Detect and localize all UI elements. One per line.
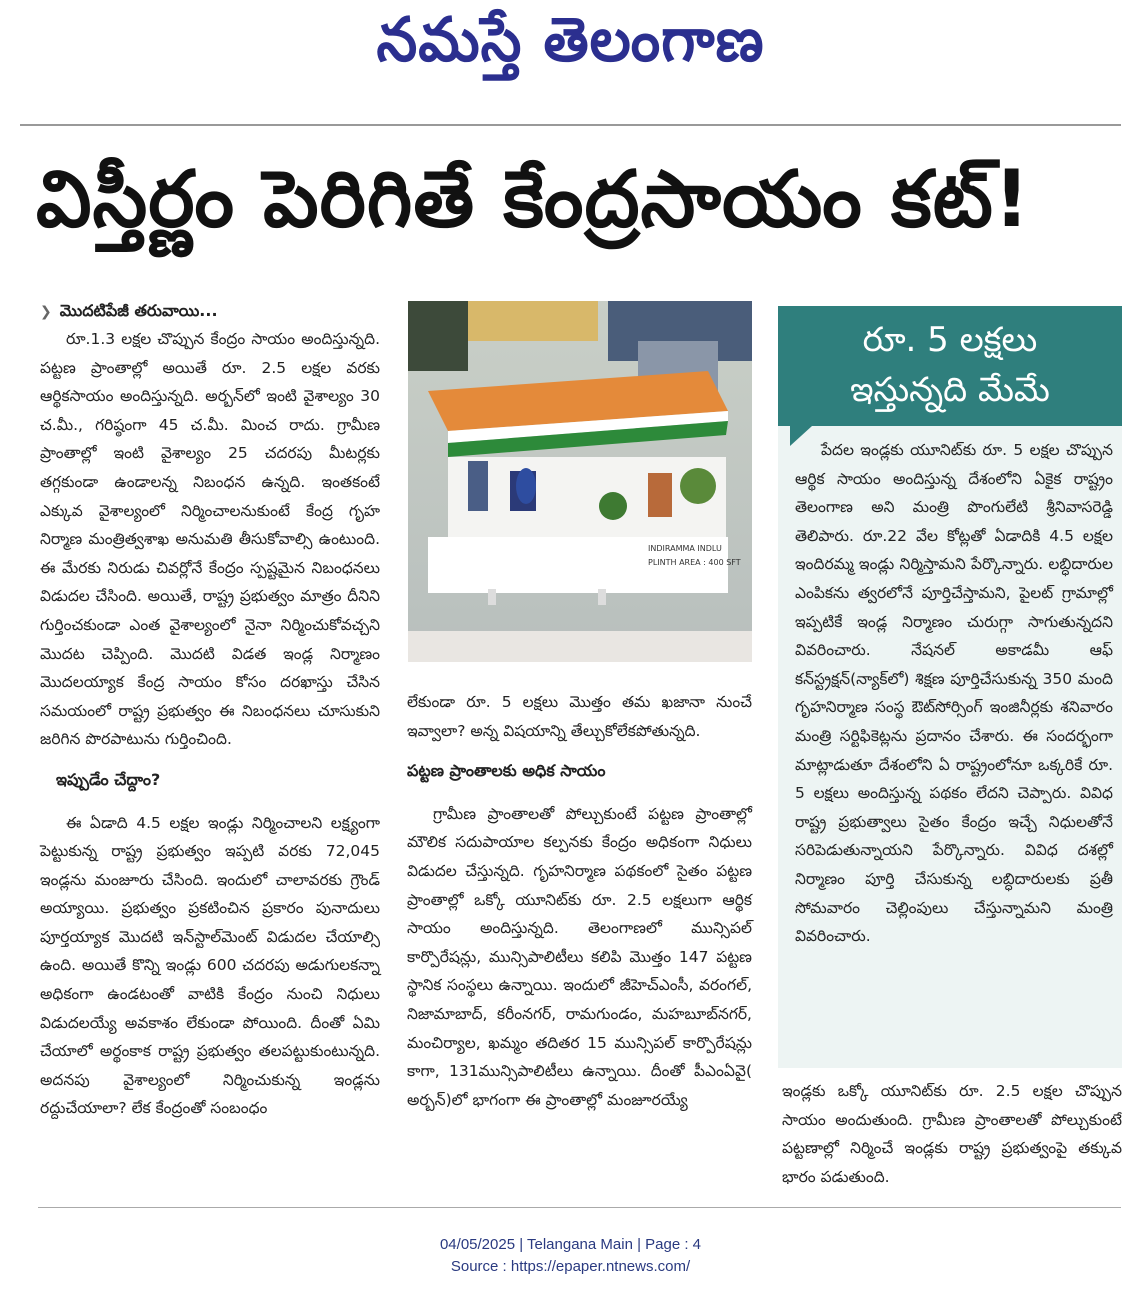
article-paragraph: లేకుండా రూ. 5 లక్షలు మొత్తం తమ ఖజానా నుంచే ఇవ్వాలా? అన్న విషయాన్ని తేల్చుకోలేకపోతున్నది.: [407, 693, 752, 740]
sidebar-text: [795, 436, 1113, 951]
footer-date-line: 04/05/2025 | Telangana Main | Page : 4: [439, 1236, 702, 1253]
section-subhead: ఇప్పుడేం చేద్దాం?: [56, 769, 161, 789]
newspaper-logo: నమస్తే తెలంగాణ: [376, 3, 765, 76]
footer-source-line[interactable]: Source : https://epaper.ntnews.com/: [450, 1258, 691, 1275]
top-divider: [20, 124, 1121, 126]
model-label-2: PLINTH AREA : 400 SFT: [648, 558, 741, 567]
chevron-right-icon: ❯: [40, 304, 52, 320]
headline: విస్తీర్ణం పెరిగితే కేంద్రసాయం కట్!: [36, 155, 1031, 245]
bottom-divider: [38, 1207, 1121, 1208]
continuation-kicker: [40, 298, 380, 325]
house-model-illustration: [408, 301, 752, 662]
model-label-1: INDIRAMMA INDLU: [648, 544, 722, 553]
article-paragraph: రూ.1.3 లక్షల చొప్పున కేంద్రం సాయం అందిస్తున్నది. పట్టణ ప్రాంతాల్లో అయితే రూ. 2.5 లక్షల వరకు ఆర్థికసాయం అందిస్తున్నది. అర్బన్‌లో ఇంటి వైశాల్యం 30 చ.మీ., గరిష్ఠంగా 45 చ.మీ. మించ రాదు. గ్రామీణ ప్రాంతాల్లో ఇంటి వైశాల్యం 25 చదరపు మీటర్లకు తగ్గకుండా ఉండాలన్న నిబంధన ఉన్నది. ఇంతకంటే ఎక్కువ వైశాల్యంలో నిర్మించాలనుకుంటే కేంద్ర గృహ నిర్మాణ మంత్రిత్వశాఖ అనుమతి తీసుకోవాల్సి ఉంటుంది. ఈ మేరకు నిరుడు చివర్లోనే కేంద్రం స్పష్టమైన నిబంధనలు విడుదల చేసింది. అయితే, రాష్ట్ర ప్రభుత్వం మాత్రం దీనిని గుర్తించకుండా ఎంత వైశాల్యంలో నైనా నిర్మించుకోవచ్చని మొదట చెప్పింది. మొదటి విడత ఇండ్ల నిర్మాణం మొదలయ్యాక కేంద్ర సాయం కోసం దరఖాస్తు చేసిన సమయంలో రాష్ట్ర ప్రభుత్వం ఈ నిబంధనలు చూసుకుని జరిగిన పొరపాటును గుర్తించింది.: [40, 330, 380, 749]
section-subhead: పట్టణ ప్రాంతాలకు అధిక సాయం: [407, 761, 606, 781]
column-3-continued: [782, 1077, 1122, 1191]
column-2: [407, 688, 752, 1114]
article-paragraph: గ్రామీణ ప్రాంతాలతో పోల్చుకుంటే పట్టణ ప్రాంతాల్లో మౌలిక సదుపాయాల కల్పనకు కేంద్రం అధికంగా నిధులు విడుదల చేస్తున్నది. గృహనిర్మాణ పథకంలో సైతం పట్టణ ప్రాంతాల్లో ఒక్కో యూనిట్‌కు రూ. 2.5 లక్షలుగా ఆర్థిక సాయం అందిస్తున్నది. తెలంగాణలో మున్సిపల్ కార్పొరేషన్లు, మున్సిపాలిటీలు కలిపి మొత్తం 147 పట్టణ స్థానిక సంస్థలు ఉన్నాయి. ఇందులో జీహెచ్ఎంసీ, వరంగల్, నిజామాబాద్, కరీంనగర్, రామగుండం, మహబూబ్‌నగర్, మంచిర్యాల, ఖమ్మం తదితర 15 మున్సిపల్ కార్పొరేషన్లు కాగా, 131మున్సిపాలిటీలు ఉన్నాయి. దీంతో పీఎంఏవై( అర్బన్)లో భాగంగా ఈ ప్రాంతాల్లో మంజూరయ్యే: [407, 804, 752, 1109]
house-model-photo: [408, 301, 752, 662]
sidebar-paragraph: పేదల ఇండ్లకు యూనిట్‌కు రూ. 5 లక్షల చొప్పున ఆర్థిక సాయం అందిస్తున్న దేశంలోని ఏకైక రాష్ట్రం తెలంగాణ అని మంత్రి పొంగులేటి శ్రీనివాసరెడ్డి తెలిపారు. రూ.22 వేల కోట్లతో ఏడాదికి 4.5 లక్షల ఇందిరమ్మ ఇండ్లు నిర్మిస్తామని పేర్కొన్నారు. లబ్ధిదారుల ఎంపికను త్వరలోనే పూర్తిచేస్తామని, పైలట్ గ్రామాల్లో ఇప్పటికే ఇండ్ల నిర్మాణం చురుగ్గా సాగుతున్నదని వివరించారు. నేషనల్ అకాడమీ ఆఫ్ కన్‌స్ట్రక్షన్(న్యాక్‌లో) శిక్షణ పూర్తిచేసుకున్న 350 మంది గృహనిర్మాణ సంస్థ ఔట్‌సోర్సింగ్ ఇంజినీర్లకు శనివారం మంత్రి సర్టిఫికెట్లను ప్రదానం చేశారు. ఈ సందర్భంగా మాట్లాడుతూ దేశంలోని ఏ రాష్ట్రంలోనూ ఒక్కరికే రూ. 5 లక్షలు అందిస్తున్న పథకం లేదని చెప్పారు. వివిధ రాష్ట్ర ప్రభుత్వాలు సైతం కేంద్రం ఇచ్చే నిధులతోనే సరిపెడుతున్నాయని పేర్కొన్నారు. వివిధ దశల్లో నిర్మాణం పూర్తి చేసుకున్న లబ్ధిదారులకు ప్రతీ సోమవారం చెల్లింపులు చేస్తున్నామని మంత్రి వివరించారు.: [795, 441, 1113, 946]
box-title-line-1: రూ. 5 లక్షలు: [862, 320, 1038, 360]
column-1: [40, 298, 380, 1123]
article-paragraph: ఈ ఏడాది 4.5 లక్షల ఇండ్లు నిర్మించాలని లక్ష్యంగా పెట్టుకున్న రాష్ట్ర ప్రభుత్వం ఇప్పటి వరకు 72,045 ఇండ్లను మంజూరు చేసింది. ఇందులో చాలావరకు గ్రౌండ్ అయ్యాయి. ప్రభుత్వం ప్రకటించిన ప్రకారం పునాదులు పూర్తయ్యాక మొదటి ఇన్‌స్టాల్‌మెంట్ విడుదల చేయాల్సి ఉంది. అయితే కొన్ని ఇండ్లు 600 చదరపు అడుగులకన్నా అధికంగా ఉండటంతో వాటికి కేంద్రం నుంచి నిధులు విడుదలయ్యే అవకాశం లేకుండా పోయింది. దీంతో ఏమి చేయాలో అర్థంకాక రాష్ట్ర ప్రభుత్వం తలపట్టుకుంటున్నది. అదనపు వైశాల్యంలో నిర్మించుకున్న ఇండ్లను రద్దుచేయాలా? లేక కేంద్రంతో సంబంధం: [40, 813, 380, 1118]
sidebar-box-title: [778, 306, 1122, 426]
kicker-text: మొదటిపేజీ తరువాయి...: [59, 301, 218, 320]
masthead: [0, 0, 1141, 118]
box-title-line-2: ఇస్తున్నది మేమే: [850, 370, 1050, 410]
footer: [0, 1234, 1141, 1278]
article-paragraph: ఇండ్లకు ఒక్కో యూనిట్‌కు రూ. 2.5 లక్షల చొప్పున సాయం అందుతుంది. గ్రామీణ ప్రాంతాలతో పోల్చుకుంటే పట్టణాల్లో నిర్మించే ఇండ్లకు రాష్ట్ర ప్రభుత్వంపై తక్కువ భారం పడుతుంది.: [782, 1082, 1122, 1186]
